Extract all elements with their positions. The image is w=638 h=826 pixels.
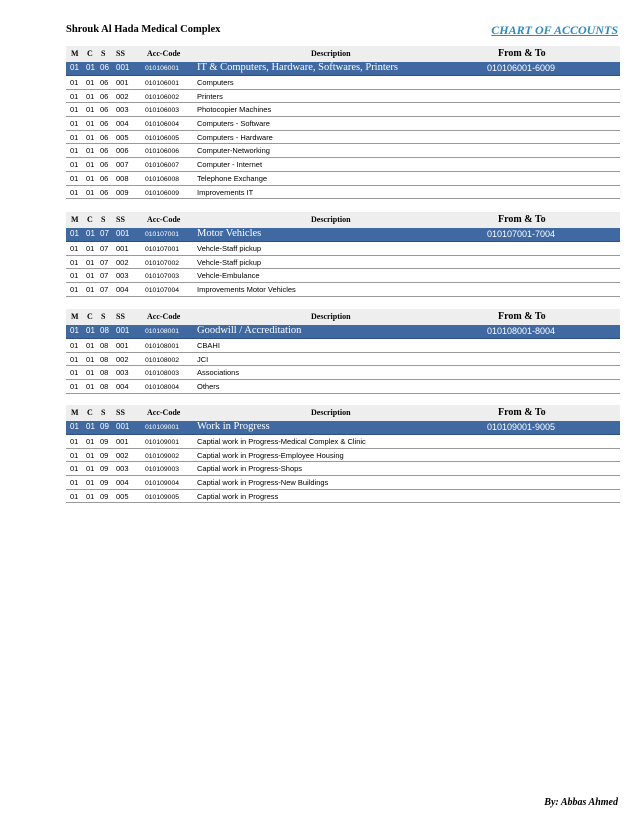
- row-description: Computer-Networking: [197, 146, 270, 156]
- row-s: 06: [100, 160, 109, 170]
- row-ss: 005: [116, 491, 129, 501]
- col-ss: SS: [116, 312, 125, 321]
- row-s: 06: [100, 173, 109, 183]
- row-ss: 004: [116, 119, 129, 129]
- account-row: [66, 449, 620, 463]
- account-row: [66, 339, 620, 353]
- account-section-it: [66, 46, 620, 199]
- account-row: [66, 490, 620, 504]
- account-row: [66, 186, 620, 200]
- row-acc-code: 010108004: [145, 384, 180, 392]
- row-acc-code: 010109003: [145, 466, 180, 474]
- row-description: Captial work in Progress-Medical Complex & Clinic: [197, 437, 366, 446]
- col-acc-code: Acc-Code: [147, 408, 181, 417]
- row-c: 01: [86, 478, 95, 488]
- row-description: Computers: [197, 78, 234, 87]
- row-ss: 001: [116, 437, 129, 446]
- row-description: Photocopier Machines: [197, 105, 272, 115]
- row-acc-code: 010106009: [145, 189, 180, 197]
- row-c: 01: [86, 382, 95, 392]
- row-c: 01: [86, 105, 95, 115]
- row-m: 01: [70, 105, 79, 115]
- row-acc-code: 010109004: [145, 480, 180, 488]
- row-acc-code: 010106003: [145, 107, 180, 115]
- row-description: Computer - Internet: [197, 160, 263, 170]
- col-c: C: [87, 408, 93, 417]
- section-items: [66, 242, 620, 297]
- account-row: [66, 131, 620, 145]
- row-description: Associations: [197, 368, 240, 378]
- group-acc-code: 010109001: [145, 424, 180, 431]
- row-acc-code: 010106004: [145, 121, 180, 129]
- group-range: 010106001-6009: [487, 63, 556, 73]
- col-description: Description: [311, 49, 351, 58]
- row-description: Captial work in Progress-New Buildings: [197, 478, 329, 488]
- account-row: [66, 158, 620, 172]
- col-c: C: [87, 215, 93, 224]
- group-description: Work in Progress: [197, 421, 270, 432]
- row-ss: 002: [116, 450, 129, 460]
- row-description: Captial work in Progress-Employee Housing: [197, 450, 344, 460]
- group-description: IT & Computers, Hardware, Softwares, Printers: [197, 62, 399, 73]
- row-c: 01: [86, 91, 95, 101]
- row-ss: 008: [116, 173, 129, 183]
- account-row: [66, 269, 620, 283]
- row-ss: 009: [116, 187, 129, 197]
- group-s: 09: [100, 422, 109, 431]
- row-s: 06: [100, 119, 109, 129]
- group-row: [66, 421, 620, 435]
- row-s: 07: [100, 285, 109, 295]
- row-s: 09: [100, 450, 109, 460]
- row-ss: 001: [116, 244, 129, 253]
- row-ss: 007: [116, 160, 129, 170]
- group-ss: 001: [116, 229, 130, 238]
- account-section-goodwill: [66, 309, 620, 394]
- row-c: 01: [86, 285, 95, 295]
- row-s: 06: [100, 146, 109, 156]
- account-section-wip: [66, 405, 620, 503]
- row-acc-code: 010107001: [145, 246, 180, 253]
- row-m: 01: [70, 285, 79, 295]
- row-m: 01: [70, 187, 79, 197]
- row-ss: 002: [116, 354, 129, 364]
- row-description: Improvements Motor Vehicles: [197, 285, 296, 295]
- group-m: 01: [70, 229, 79, 238]
- row-m: 01: [70, 257, 79, 267]
- group-ss: 001: [116, 326, 130, 335]
- col-m: M: [71, 408, 79, 417]
- row-ss: 005: [116, 132, 129, 142]
- account-row: [66, 462, 620, 476]
- row-m: 01: [70, 132, 79, 142]
- row-acc-code: 010107003: [145, 273, 180, 281]
- group-ss: 001: [116, 422, 130, 431]
- row-ss: 003: [116, 271, 129, 281]
- row-description: Captial work in Progress-Shops: [197, 464, 303, 474]
- row-acc-code: 010108002: [145, 356, 180, 364]
- account-row: [66, 380, 620, 394]
- row-acc-code: 010108001: [145, 343, 180, 350]
- col-s: S: [101, 215, 106, 224]
- row-description: Printers: [197, 91, 223, 101]
- account-row: [66, 366, 620, 380]
- row-ss: 002: [116, 257, 129, 267]
- account-section-vehicles: [66, 212, 620, 297]
- group-c: 01: [86, 422, 95, 431]
- group-range: 010107001-7004: [487, 229, 556, 239]
- row-m: 01: [70, 146, 79, 156]
- col-from-to: From & To: [498, 311, 546, 322]
- row-description: Vehcle-Staff pickup: [197, 244, 262, 253]
- row-s: 09: [100, 478, 109, 488]
- row-description: CBAHI: [197, 341, 220, 350]
- row-c: 01: [86, 464, 95, 474]
- col-ss: SS: [116, 215, 125, 224]
- col-s: S: [101, 312, 106, 321]
- column-header-row: [66, 46, 620, 62]
- row-c: 01: [86, 437, 95, 446]
- col-c: C: [87, 312, 93, 321]
- row-s: 06: [100, 78, 109, 87]
- group-acc-code: 010106001: [145, 65, 180, 72]
- row-acc-code: 010106007: [145, 162, 180, 170]
- col-s: S: [101, 49, 106, 58]
- group-m: 01: [70, 63, 79, 72]
- row-ss: 001: [116, 78, 129, 87]
- row-m: 01: [70, 78, 79, 87]
- col-from-to: From & To: [498, 48, 546, 59]
- row-ss: 004: [116, 285, 129, 295]
- row-c: 01: [86, 491, 95, 501]
- row-c: 01: [86, 341, 95, 350]
- group-m: 01: [70, 326, 79, 335]
- row-m: 01: [70, 173, 79, 183]
- group-range: 010109001-9005: [487, 422, 556, 432]
- account-row: [66, 476, 620, 490]
- group-c: 01: [86, 229, 95, 238]
- group-s: 06: [100, 63, 109, 72]
- account-row: [66, 103, 620, 117]
- row-acc-code: 010109005: [145, 493, 180, 501]
- col-m: M: [71, 312, 79, 321]
- col-description: Description: [311, 312, 351, 321]
- company-name: Shrouk Al Hada Medical Complex: [66, 24, 221, 35]
- row-m: 01: [70, 244, 79, 253]
- row-s: 08: [100, 354, 109, 364]
- row-acc-code: 010107002: [145, 259, 180, 267]
- row-acc-code: 010108003: [145, 370, 180, 378]
- row-c: 01: [86, 354, 95, 364]
- row-description: Computers - Software: [197, 119, 270, 129]
- row-s: 06: [100, 187, 109, 197]
- row-ss: 004: [116, 382, 129, 392]
- row-c: 01: [86, 450, 95, 460]
- account-row: [66, 242, 620, 256]
- group-description: Goodwill / Accreditation: [197, 325, 302, 336]
- row-description: Others: [197, 382, 220, 392]
- row-description: Vehcle-Staff pickup: [197, 257, 262, 267]
- author-footer: By: Abbas Ahmed: [544, 797, 618, 808]
- column-header-row: [66, 212, 620, 228]
- account-row: [66, 283, 620, 297]
- row-c: 01: [86, 271, 95, 281]
- row-m: 01: [70, 119, 79, 129]
- row-s: 09: [100, 437, 109, 446]
- row-acc-code: 010106008: [145, 175, 180, 183]
- col-from-to: From & To: [498, 214, 546, 225]
- col-acc-code: Acc-Code: [147, 312, 181, 321]
- row-description: Computers - Hardware: [197, 132, 273, 142]
- row-c: 01: [86, 132, 95, 142]
- row-m: 01: [70, 450, 79, 460]
- row-m: 01: [70, 464, 79, 474]
- account-row: [66, 256, 620, 270]
- row-m: 01: [70, 368, 79, 378]
- row-s: 08: [100, 382, 109, 392]
- group-acc-code: 010107001: [145, 231, 180, 238]
- group-s: 07: [100, 229, 109, 238]
- row-s: 06: [100, 91, 109, 101]
- group-c: 01: [86, 63, 95, 72]
- row-m: 01: [70, 478, 79, 488]
- row-description: Telephone Exchange: [197, 173, 268, 183]
- row-c: 01: [86, 78, 95, 87]
- column-header-row: [66, 309, 620, 325]
- group-description: Motor Vehicles: [197, 228, 262, 239]
- row-ss: 003: [116, 368, 129, 378]
- row-m: 01: [70, 91, 79, 101]
- row-acc-code: 010109001: [145, 439, 180, 446]
- row-m: 01: [70, 382, 79, 392]
- row-s: 09: [100, 491, 109, 501]
- row-m: 01: [70, 160, 79, 170]
- section-items: [66, 76, 620, 199]
- row-acc-code: 010109002: [145, 452, 180, 460]
- group-acc-code: 010108001: [145, 328, 180, 335]
- row-ss: 001: [116, 341, 129, 350]
- row-m: 01: [70, 437, 79, 446]
- chart-of-accounts-title: CHART OF ACCOUNTS: [491, 23, 618, 37]
- section-items: [66, 435, 620, 503]
- col-s: S: [101, 408, 106, 417]
- col-acc-code: Acc-Code: [147, 49, 181, 58]
- col-description: Description: [311, 215, 351, 224]
- col-m: M: [71, 215, 79, 224]
- account-row: [66, 172, 620, 186]
- account-row: [66, 117, 620, 131]
- row-ss: 002: [116, 91, 129, 101]
- account-row: [66, 435, 620, 449]
- row-c: 01: [86, 257, 95, 267]
- row-acc-code: 010106005: [145, 134, 180, 142]
- row-c: 01: [86, 119, 95, 129]
- row-s: 07: [100, 271, 109, 281]
- account-row: [66, 353, 620, 367]
- account-row: [66, 144, 620, 158]
- group-ss: 001: [116, 63, 130, 72]
- group-c: 01: [86, 326, 95, 335]
- row-s: 06: [100, 105, 109, 115]
- row-description: JCI: [197, 354, 209, 364]
- row-description: Captial work in Progress: [197, 491, 279, 501]
- col-description: Description: [311, 408, 351, 417]
- row-c: 01: [86, 368, 95, 378]
- group-row: [66, 228, 620, 242]
- row-s: 09: [100, 464, 109, 474]
- row-acc-code: 010106006: [145, 148, 180, 156]
- section-items: [66, 339, 620, 394]
- row-s: 07: [100, 257, 109, 267]
- row-c: 01: [86, 146, 95, 156]
- row-description: Improvements IT: [197, 187, 254, 197]
- row-s: 07: [100, 244, 109, 253]
- row-m: 01: [70, 341, 79, 350]
- row-c: 01: [86, 173, 95, 183]
- row-s: 08: [100, 341, 109, 350]
- row-m: 01: [70, 354, 79, 364]
- group-row: [66, 62, 620, 76]
- row-c: 01: [86, 244, 95, 253]
- col-ss: SS: [116, 408, 125, 417]
- row-ss: 003: [116, 464, 129, 474]
- row-c: 01: [86, 160, 95, 170]
- account-row: [66, 76, 620, 90]
- row-acc-code: 010106001: [145, 80, 180, 87]
- group-m: 01: [70, 422, 79, 431]
- col-c: C: [87, 49, 93, 58]
- col-from-to: From & To: [498, 407, 546, 418]
- group-row: [66, 325, 620, 339]
- col-ss: SS: [116, 49, 125, 58]
- column-header-row: [66, 405, 620, 421]
- row-c: 01: [86, 187, 95, 197]
- row-description: Vehcle-Embulance: [197, 271, 260, 281]
- col-acc-code: Acc-Code: [147, 215, 181, 224]
- row-m: 01: [70, 491, 79, 501]
- row-acc-code: 010107004: [145, 287, 180, 295]
- col-m: M: [71, 49, 79, 58]
- row-ss: 006: [116, 146, 129, 156]
- group-range: 010108001-8004: [487, 326, 556, 336]
- account-row: [66, 90, 620, 104]
- group-s: 08: [100, 326, 109, 335]
- row-s: 08: [100, 368, 109, 378]
- row-ss: 003: [116, 105, 129, 115]
- row-s: 06: [100, 132, 109, 142]
- row-acc-code: 010106002: [145, 93, 180, 101]
- row-ss: 004: [116, 478, 129, 488]
- row-m: 01: [70, 271, 79, 281]
